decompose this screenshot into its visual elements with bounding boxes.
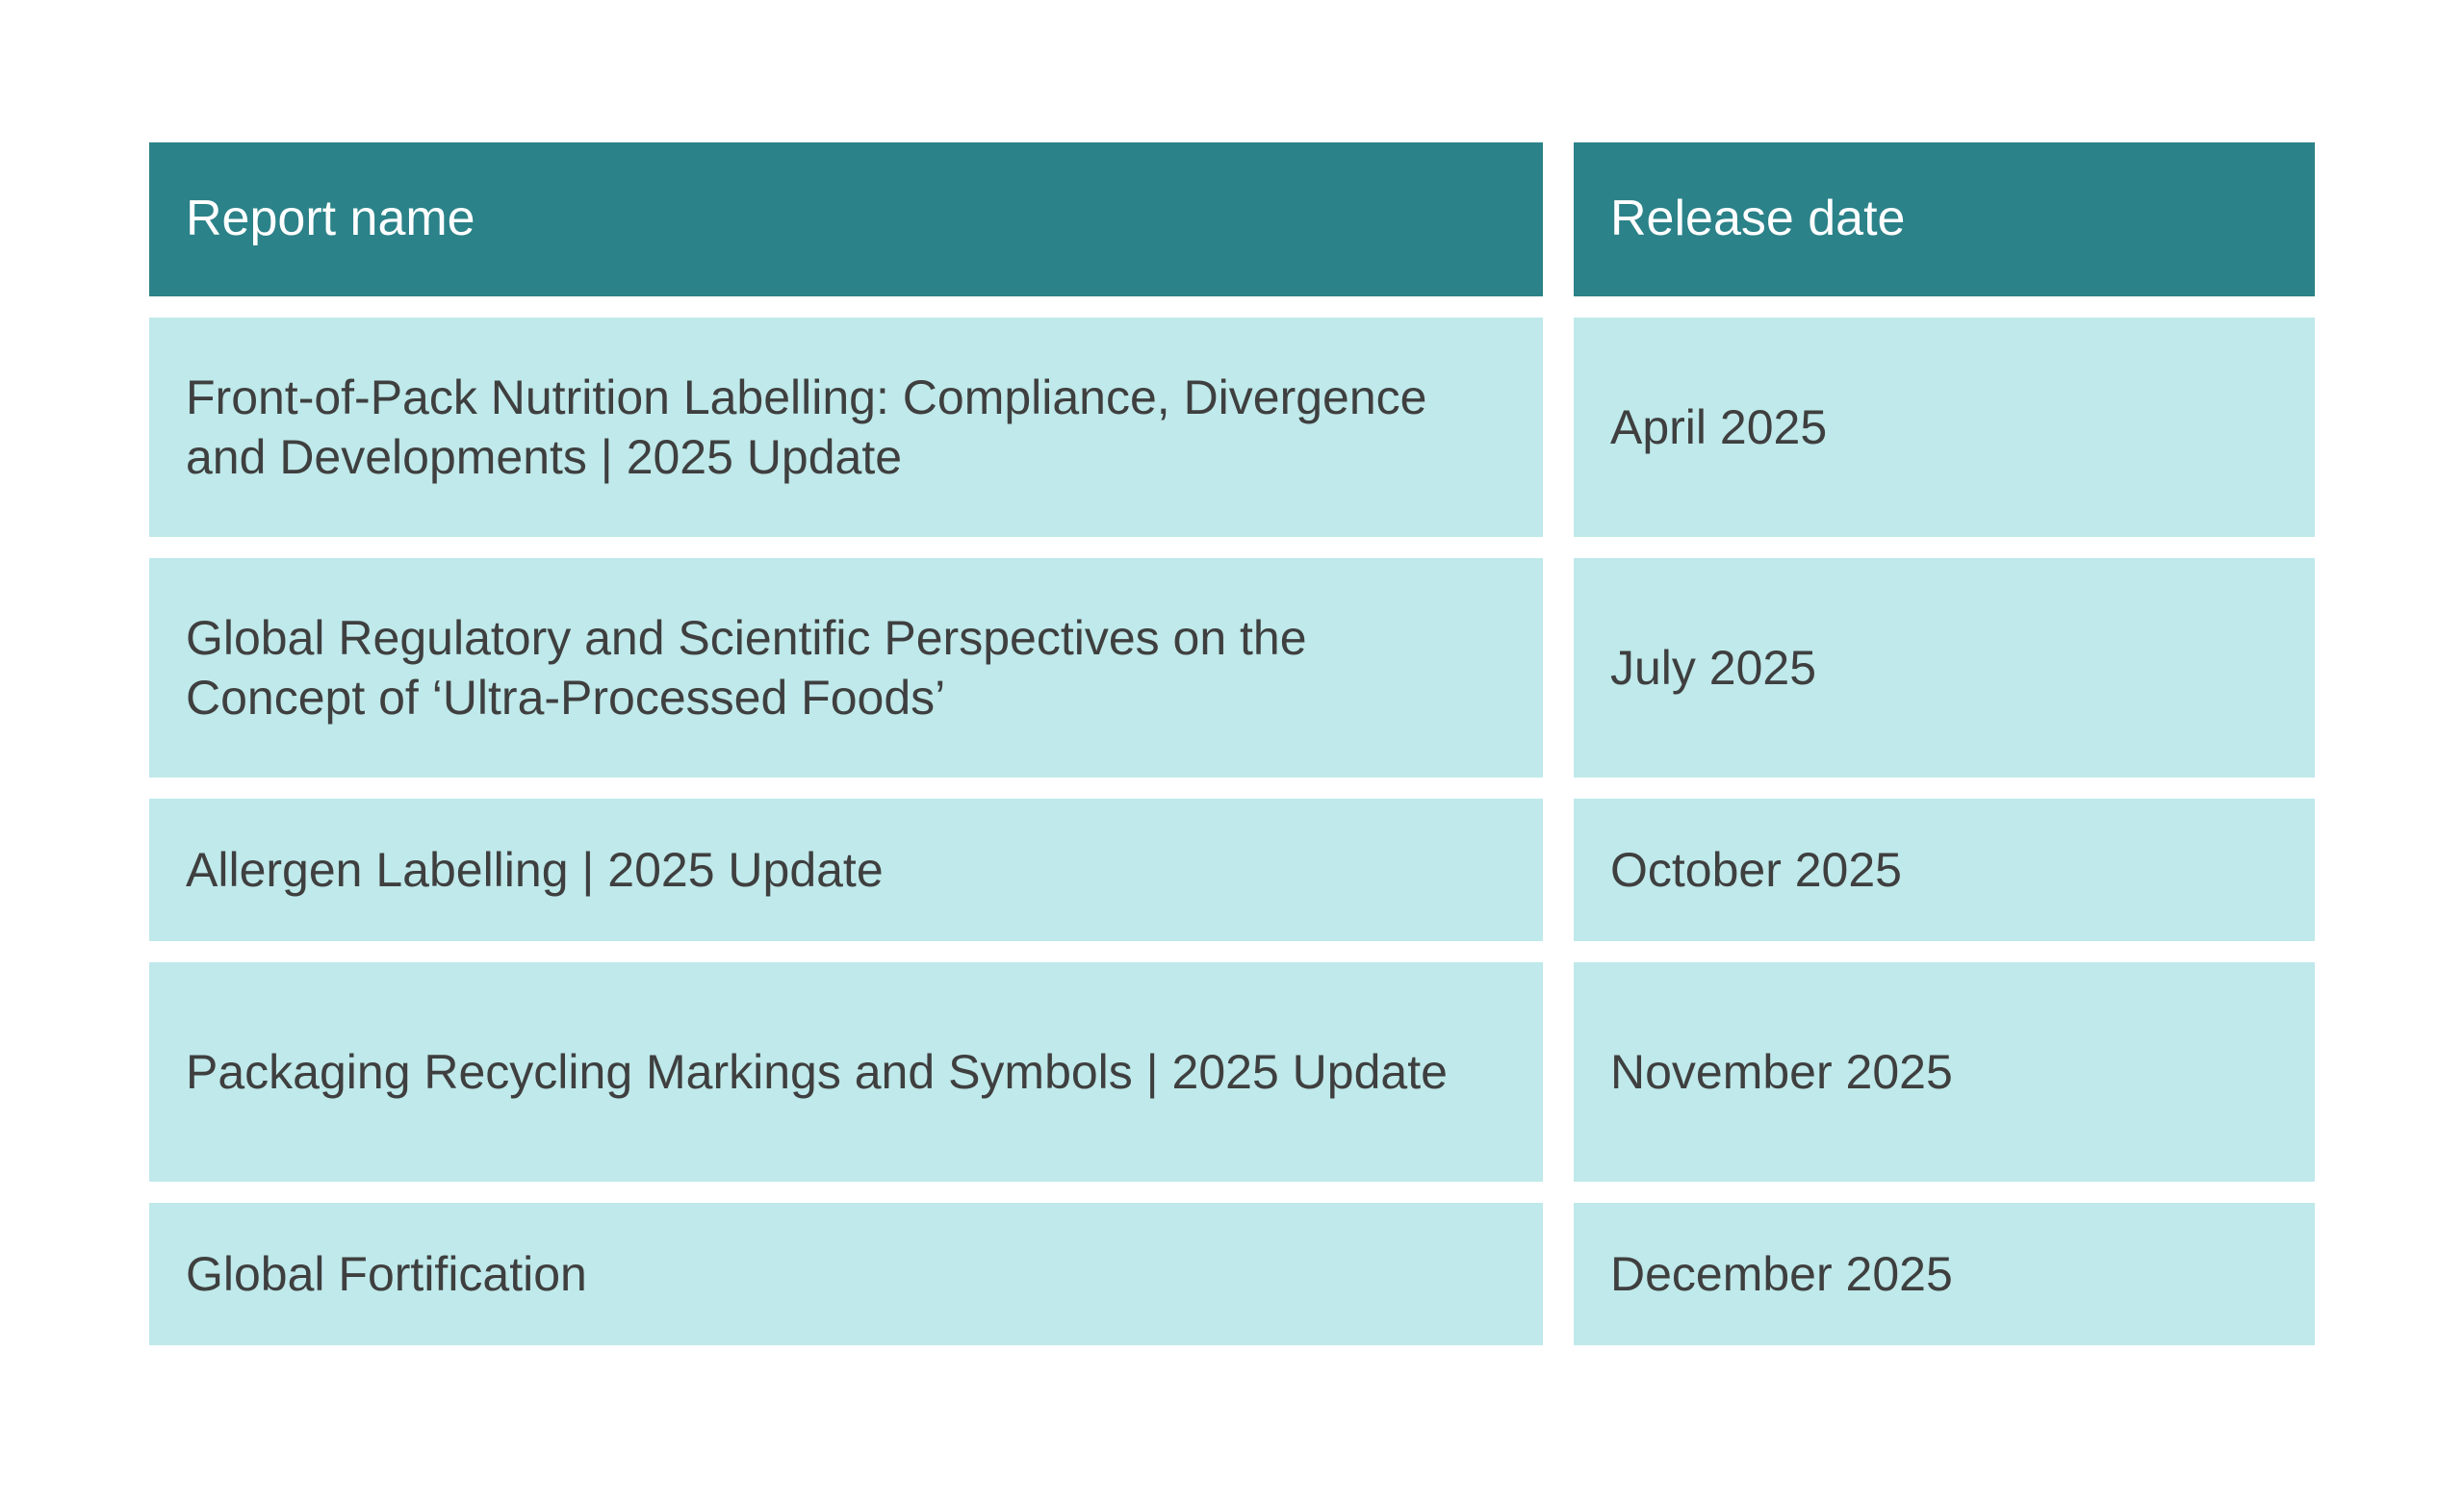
column-header-report-name-label: Report name xyxy=(186,191,475,247)
report-name-text: Packaging Recycling Markings and Symbols | 2025 Update xyxy=(186,1045,1448,1099)
release-date-text: November 2025 xyxy=(1610,1045,1953,1099)
release-date-text: December 2025 xyxy=(1610,1247,1953,1301)
cell-report-name xyxy=(149,1203,1543,1345)
column-header-release-date xyxy=(1574,142,2315,296)
release-date-text: October 2025 xyxy=(1610,843,1902,897)
report-name-text: Global Fortification xyxy=(186,1247,587,1301)
cell-report-name xyxy=(149,962,1543,1182)
report-name-text: Global Regulatory and Scientific Perspectives on the Concept of ‘Ultra-Processed Foods’ xyxy=(186,611,1307,725)
table-row xyxy=(149,1203,2315,1345)
table-row xyxy=(149,962,2315,1182)
column-header-report-name xyxy=(149,142,1543,296)
cell-release-date xyxy=(1574,558,2315,778)
reports-table xyxy=(149,142,2315,1366)
cell-release-date xyxy=(1574,1203,2315,1345)
cell-report-name xyxy=(149,558,1543,778)
report-name-text: Front-of-Pack Nutrition Labelling: Compliance, Divergence and Developments | 2025 Update xyxy=(186,370,1427,484)
report-name-text: Allergen Labelling | 2025 Update xyxy=(186,843,884,897)
cell-release-date xyxy=(1574,318,2315,537)
table-row xyxy=(149,318,2315,537)
cell-report-name xyxy=(149,318,1543,537)
table-row xyxy=(149,799,2315,941)
cell-report-name xyxy=(149,799,1543,941)
release-date-text: July 2025 xyxy=(1610,641,1817,695)
column-header-release-date-label: Release date xyxy=(1610,191,1906,247)
cell-release-date xyxy=(1574,799,2315,941)
table-row xyxy=(149,558,2315,778)
table-header-row xyxy=(149,142,2315,296)
cell-release-date xyxy=(1574,962,2315,1182)
release-date-text: April 2025 xyxy=(1610,400,1828,454)
